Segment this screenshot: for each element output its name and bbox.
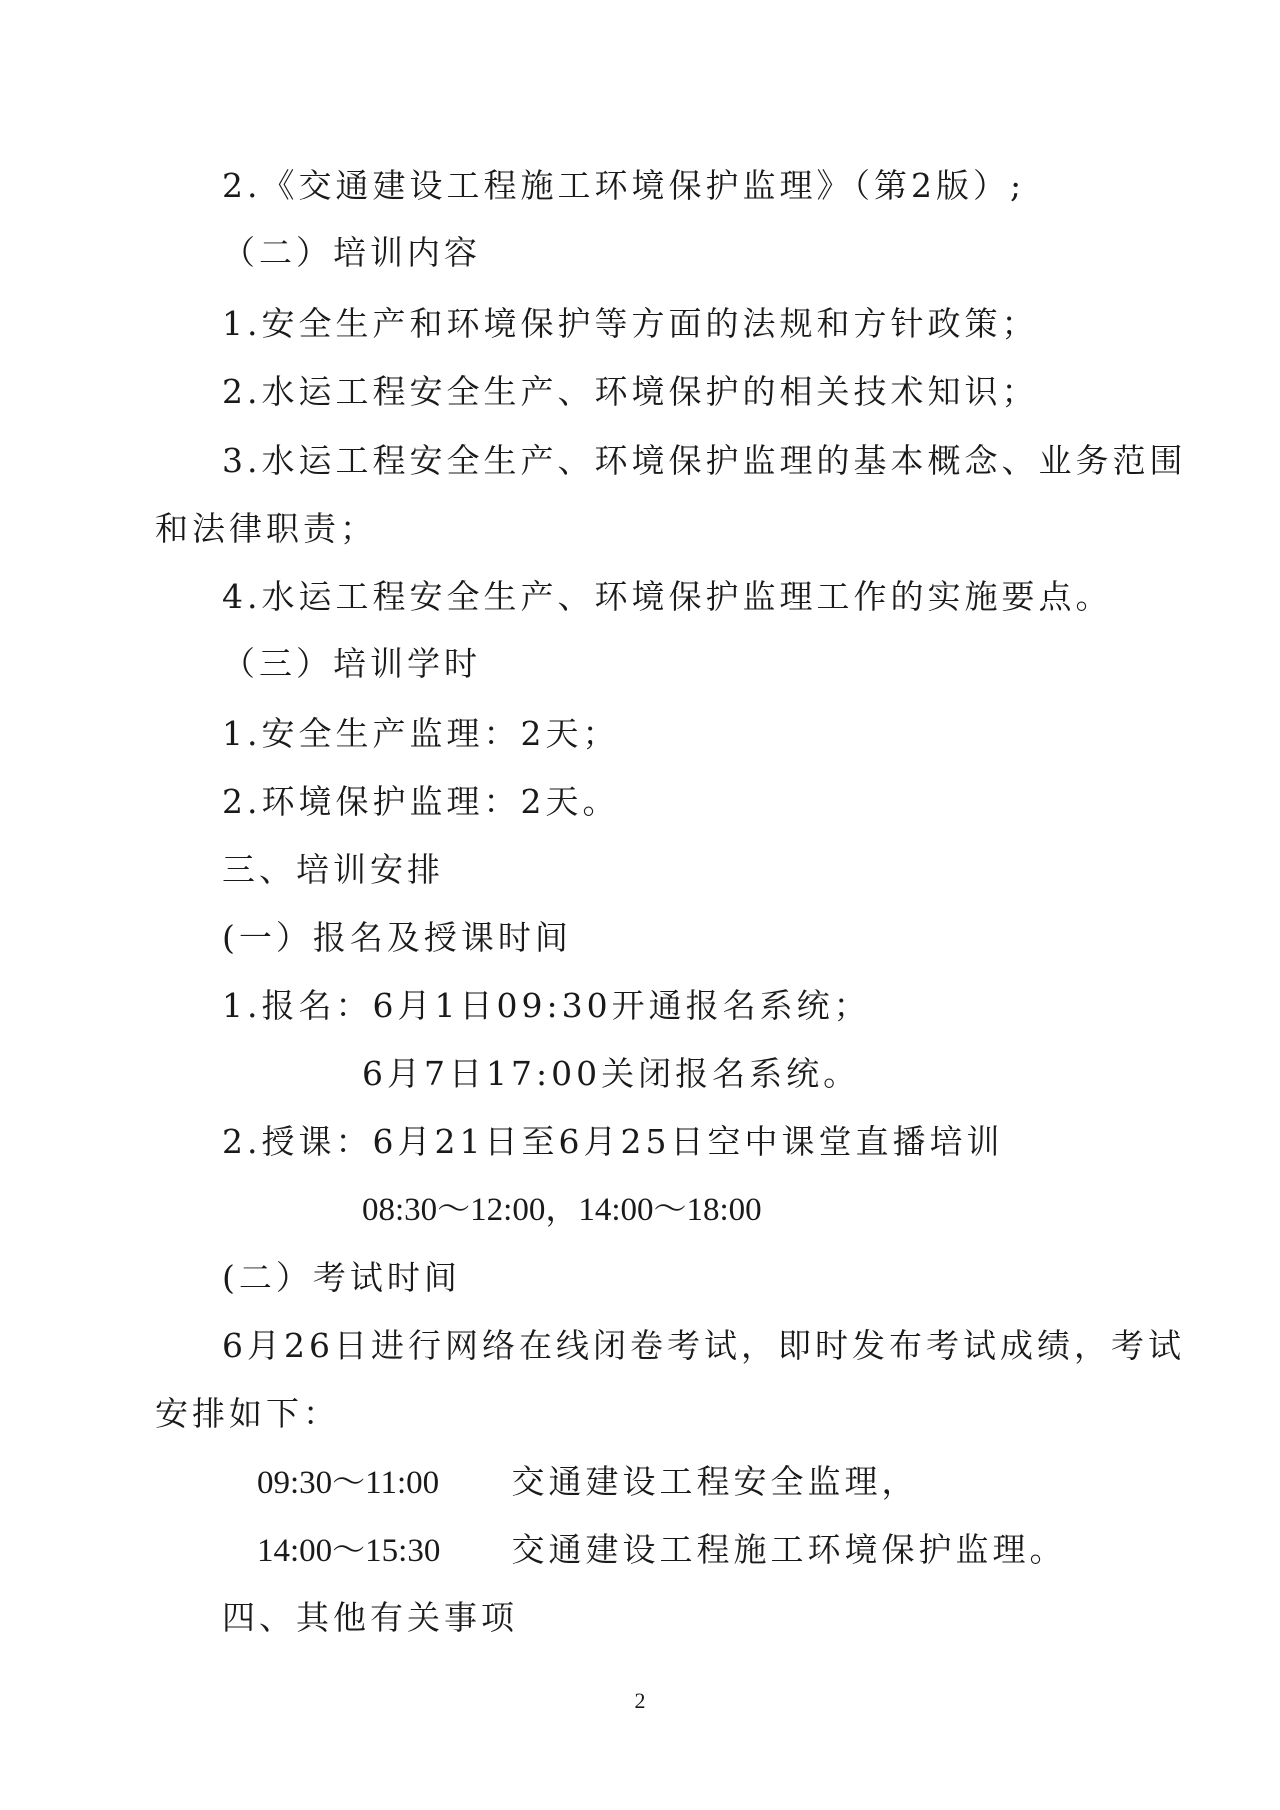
section-heading-training-arrangement: 三、培训安排 <box>222 850 444 889</box>
text-line-3: 1.安全生产和环境保护等方面的法规和方针政策； <box>222 304 1039 343</box>
section-heading-training-content: （二）培训内容 <box>222 233 481 272</box>
text-line-13: 1.报名：6月1日09:30开通报名系统； <box>222 986 871 1025</box>
text-line-7: 4.水运工程安全生产、环境保护监理工作的实施要点。 <box>222 577 1113 616</box>
text-line-4: 2.水运工程安全生产、环境保护的相关技术知识； <box>222 372 1039 411</box>
text-line-6: 和法律职责； <box>155 509 377 548</box>
text-line-16: 08:30～12:00，14:00～18:00 <box>362 1192 762 1228</box>
section-heading-exam-time: (二）考试时间 <box>222 1258 461 1297</box>
text-line-5: 3.水运工程安全生产、环境保护监理的基本概念、业务范围 <box>222 441 1187 480</box>
schedule-row <box>257 1462 919 1503</box>
text-line-18: 6月26日进行网络在线闭卷考试，即时发布考试成绩，考试 <box>222 1326 1185 1365</box>
text-line-14: 6月7日17:00关闭报名系统。 <box>362 1054 861 1093</box>
text-line-9: 1.安全生产监理：2天； <box>222 714 620 753</box>
schedule-subject: 交通建设工程施工环境保护监理。 <box>511 1530 1067 1569</box>
schedule-time: 09:30～11:00 <box>257 1465 440 1501</box>
text-line-10: 2.环境保护监理：2天。 <box>222 782 620 821</box>
text-line-1: 2.《交通建设工程施工环境保护监理》（第2版）; <box>222 166 1026 205</box>
section-heading-registration: (一）报名及授课时间 <box>222 918 572 957</box>
schedule-row <box>257 1530 1067 1571</box>
section-heading-training-hours: （三）培训学时 <box>222 644 481 683</box>
page-number: 2 <box>634 1688 646 1713</box>
schedule-subject: 交通建设工程安全监理， <box>511 1462 919 1501</box>
schedule-time: 14:00～15:30 <box>257 1533 441 1569</box>
text-line-15: 2.授课：6月21日至6月25日空中课堂直播培训 <box>222 1122 1004 1161</box>
text-line-19: 安排如下： <box>155 1394 340 1433</box>
section-heading-other-matters: 四、其他有关事项 <box>222 1598 518 1637</box>
